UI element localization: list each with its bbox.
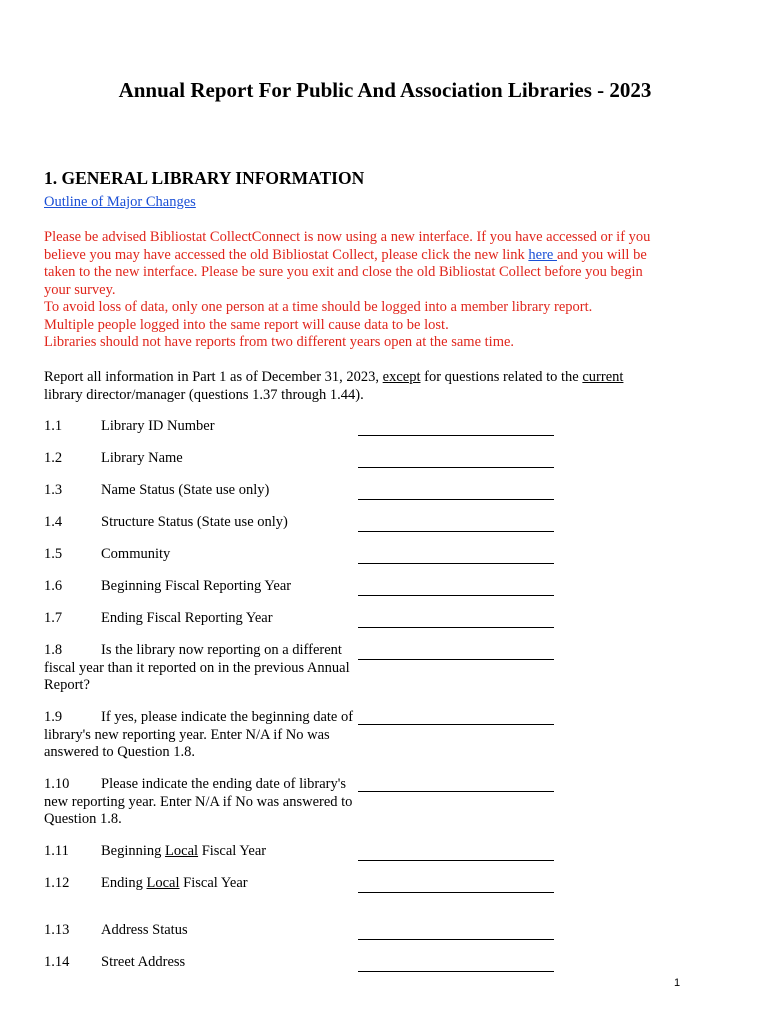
question-number: 1.3: [44, 482, 63, 498]
question-1-9: [44, 709, 564, 765]
ending-local-fiscal-year-field[interactable]: [358, 892, 554, 893]
beginning-fiscal-year-field[interactable]: [358, 595, 554, 596]
question-number: 1.5: [44, 546, 63, 562]
question-number: 1.10: [44, 776, 70, 792]
question-label: Street Address: [101, 954, 186, 970]
question-label: Library ID Number: [101, 418, 215, 434]
intro-except: except: [382, 369, 421, 385]
question-number: 1.13: [44, 922, 70, 938]
label-part: Fiscal Year: [198, 843, 267, 859]
new-reporting-year-begin-field[interactable]: [358, 724, 554, 725]
question-number: 1.12: [44, 875, 70, 891]
question-1-10: [44, 776, 564, 832]
question-text: [44, 776, 354, 829]
here-link[interactable]: here: [528, 246, 557, 263]
question-1-11: [44, 843, 564, 863]
page-number: 1: [674, 977, 681, 989]
question-label: If yes, please indicate the beginning date of library's new reporting year. Enter N/A if No was answered to Question 1.8.: [44, 709, 354, 760]
question-1-13: [44, 922, 564, 942]
question-label: [101, 875, 248, 893]
question-number: 1.11: [44, 843, 69, 859]
question-number: 1.14: [44, 954, 70, 970]
question-label: Is the library now reporting on a different fiscal year than it reported on in the previous Annual Report?: [44, 642, 350, 693]
question-label: Please indicate the ending date of library's new reporting year. Enter N/A if No was answered to Question 1.8.: [44, 776, 353, 827]
question-number: 1.8: [44, 642, 63, 658]
question-number: 1.1: [44, 418, 63, 434]
label-part: Ending: [101, 875, 147, 891]
question-number: 1.6: [44, 578, 63, 594]
question-label: Ending Fiscal Reporting Year: [101, 610, 273, 626]
question-1-5: [44, 546, 564, 566]
question-text: [44, 642, 354, 695]
different-fiscal-year-field[interactable]: [358, 659, 554, 660]
question-1-2: [44, 450, 564, 470]
document-title: Annual Report For Public And Association Libraries - 2023: [118, 78, 652, 102]
question-label: Name Status (State use only): [101, 482, 270, 498]
ending-fiscal-year-field[interactable]: [358, 627, 554, 628]
notice-paragraph-1: [44, 229, 664, 299]
question-label: Library Name: [101, 450, 183, 466]
label-underlined: Local: [146, 875, 180, 891]
question-1-6: [44, 578, 564, 598]
outline-of-major-changes-link[interactable]: Outline of Major Changes: [44, 194, 196, 210]
notice-paragraph-2: To avoid loss of data, only one person at a time should be logged into a member library report.: [44, 299, 593, 315]
name-status-field[interactable]: [358, 499, 554, 500]
community-field[interactable]: [358, 563, 554, 564]
notice-paragraph-3: Multiple people logged into the same report will cause data to be lost.: [44, 316, 449, 333]
question-1-1: [44, 418, 564, 438]
intro-current: current: [582, 369, 624, 385]
question-1-14: [44, 954, 564, 974]
notice-paragraph-4: Libraries should not have reports from two different years open at the same time.: [44, 334, 515, 350]
question-label: [101, 843, 266, 861]
question-1-3: [44, 482, 564, 502]
question-number: 1.4: [44, 514, 63, 530]
library-name-field[interactable]: [358, 467, 554, 468]
notice-text-before-link: Please be advised Bibliostat CollectConnect is now using a new interface. If you have accessed or if you believe you may have accessed the old Bibliostat Collect, please click the new link: [44, 229, 651, 263]
notice-text-after-link: and you will be taken to the new interface. Please be sure you exit and close the old Bibliostat Collect before you begin your survey.: [44, 246, 647, 298]
question-label: Community: [101, 546, 171, 562]
question-number: 1.7: [44, 610, 63, 626]
section-heading: 1. GENERAL LIBRARY INFORMATION: [44, 168, 365, 188]
question-label: Beginning Fiscal Reporting Year: [101, 578, 292, 594]
address-status-field[interactable]: [358, 939, 554, 940]
notice-block: [44, 229, 664, 352]
question-number: 1.2: [44, 450, 63, 466]
question-label: Address Status: [101, 922, 188, 938]
street-address-field[interactable]: [358, 971, 554, 972]
question-number: 1.9: [44, 709, 63, 725]
beginning-local-fiscal-year-field[interactable]: [358, 860, 554, 861]
question-1-4: [44, 514, 564, 534]
label-part: Fiscal Year: [179, 875, 248, 891]
question-1-7: [44, 610, 564, 630]
label-underlined: Local: [165, 843, 199, 859]
intro-paragraph: [44, 369, 664, 404]
label-part: Beginning: [101, 843, 166, 859]
intro-text-3: library director/manager (questions 1.37 through 1.44).: [44, 386, 364, 403]
library-id-number-field[interactable]: [358, 435, 554, 436]
structure-status-field[interactable]: [358, 531, 554, 532]
question-label: Structure Status (State use only): [101, 514, 288, 530]
intro-text-2: for questions related to the: [420, 369, 583, 385]
question-1-8: [44, 642, 564, 698]
question-text: [44, 709, 354, 762]
question-1-12: [44, 875, 564, 895]
new-reporting-year-end-field[interactable]: [358, 791, 554, 792]
intro-text-1: Report all information in Part 1 as of December 31, 2023,: [44, 369, 383, 385]
